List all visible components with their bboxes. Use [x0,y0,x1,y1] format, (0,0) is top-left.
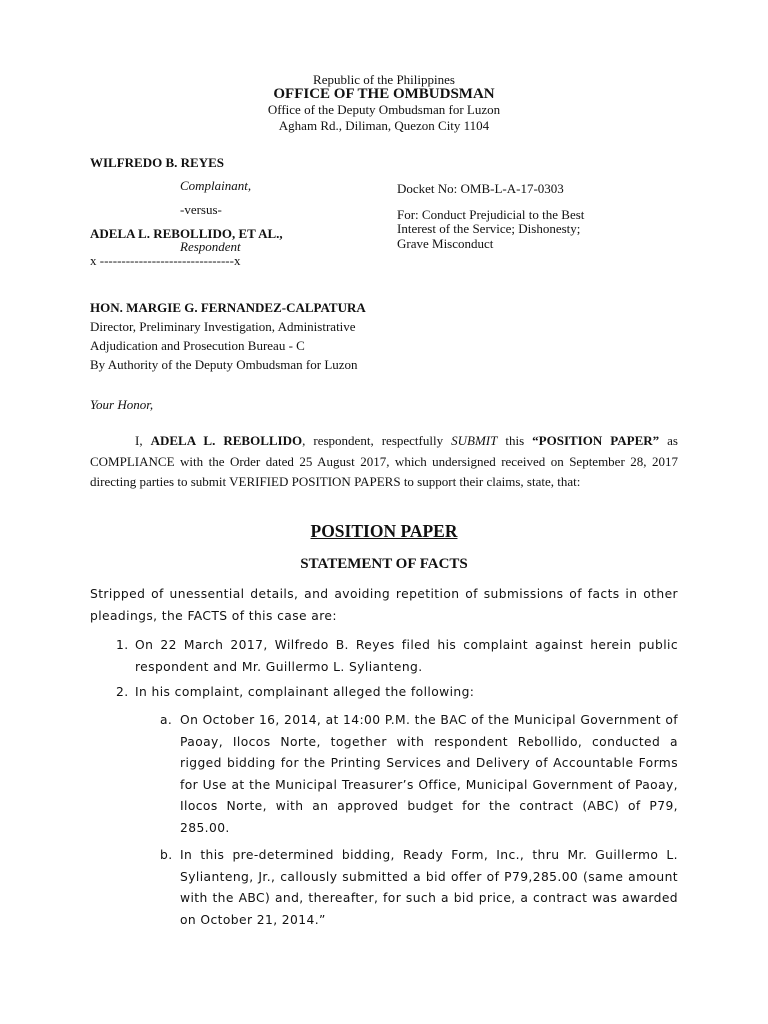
allegation-letter-a: a. [160,713,173,727]
addressee-line-3: By Authority of the Deputy Ombudsman for Luzon [90,357,358,372]
republic-line: Republic of the Philippines [313,72,455,87]
versus-label: -versus- [180,202,222,217]
section-heading: STATEMENT OF FACTS [300,556,468,572]
intro-text-3: this [497,433,533,448]
addressee-line-2: Adjudication and Prosecution Bureau - C [90,338,305,353]
respondent-full-name: ADELA L. REBOLLIDO [150,433,303,448]
office-title: OFFICE OF THE OMBUDSMAN [273,86,495,102]
deputy-office-line: Office of the Deputy Ombudsman for Luzon [267,102,501,117]
docket-number: Docket No: OMB-L-A-17-0303 [397,181,564,196]
allegation-letter-b: b. [160,848,173,862]
office-address: Agham Rd., Diliman, Quezon City 1104 [278,118,490,133]
addressee-name: HON. MARGIE G. FERNANDEZ-CALPATURA [90,300,366,315]
document-title: POSITION PAPER [310,521,458,541]
facts-intro: Stripped of unessential details, and avoiding repetition of submissions of facts in other pleadings, the FACTS of this case are: [90,587,678,623]
intro-text-4: as COMPLIANCE with the Order dated 25 August 2017, which undersigned received on September 28, 2017 directing parties to submit VERIFIED POSITION PAPERS to support their claims, state, that: [90,433,678,490]
submit-word: SUBMIT [451,433,498,448]
respondent-name: ADELA L. REBOLLIDO, ET AL., [90,226,283,241]
charges-line-2: Interest of the Service; Dishonesty; [397,221,581,236]
complainant-name: WILFREDO B. REYES [90,155,224,170]
complainant-label: Complainant, [180,178,252,193]
salutation: Your Honor, [90,397,154,412]
fact-text-2: In his complaint, complainant alleged the following: [135,685,475,699]
intro-text-2: , respondent, respectfully [302,433,452,448]
intro-text-1: I, [135,433,151,448]
allegation-text-b: In this pre-determined bidding, Ready Form, Inc., thru Mr. Guillermo L. Sylianteng, Jr., callously submitted a bid offer of P79,285.00 (same amount with the ABC) and, thereafter, for such a bid price, a contract was awarded on October 21, 2014.” [180,848,678,927]
intro-paragraph [90,431,678,493]
fact-number-1: 1. [116,638,129,652]
caption-closing-line: x -------------------------------x [90,253,241,268]
fact-number-2: 2. [116,685,129,699]
charges-line-1: For: Conduct Prejudicial to the Best [397,207,585,222]
respondent-label: Respondent [180,239,241,254]
addressee-line-1: Director, Preliminary Investigation, Administrative [90,319,356,334]
charges-line-3: Grave Misconduct [397,236,494,251]
fact-text-1: On 22 March 2017, Wilfredo B. Reyes filed his complaint against herein public respondent and Mr. Guillermo L. Sylianteng. [135,638,678,674]
position-paper-ref: “POSITION PAPER” [532,433,660,448]
allegation-text-a: On October 16, 2014, at 14:00 P.M. the BAC of the Municipal Government of Paoay, Ilocos Norte, together with respondent Rebollido, conducted a rigged bidding for the Printing Services and Delivery of Accountable Forms for Use at the Municipal Treasurer’s Office, Municipal Government of Paoay, Ilocos Norte, with an approved budget for the contract (ABC) of P79, 285.00. [180,713,678,835]
